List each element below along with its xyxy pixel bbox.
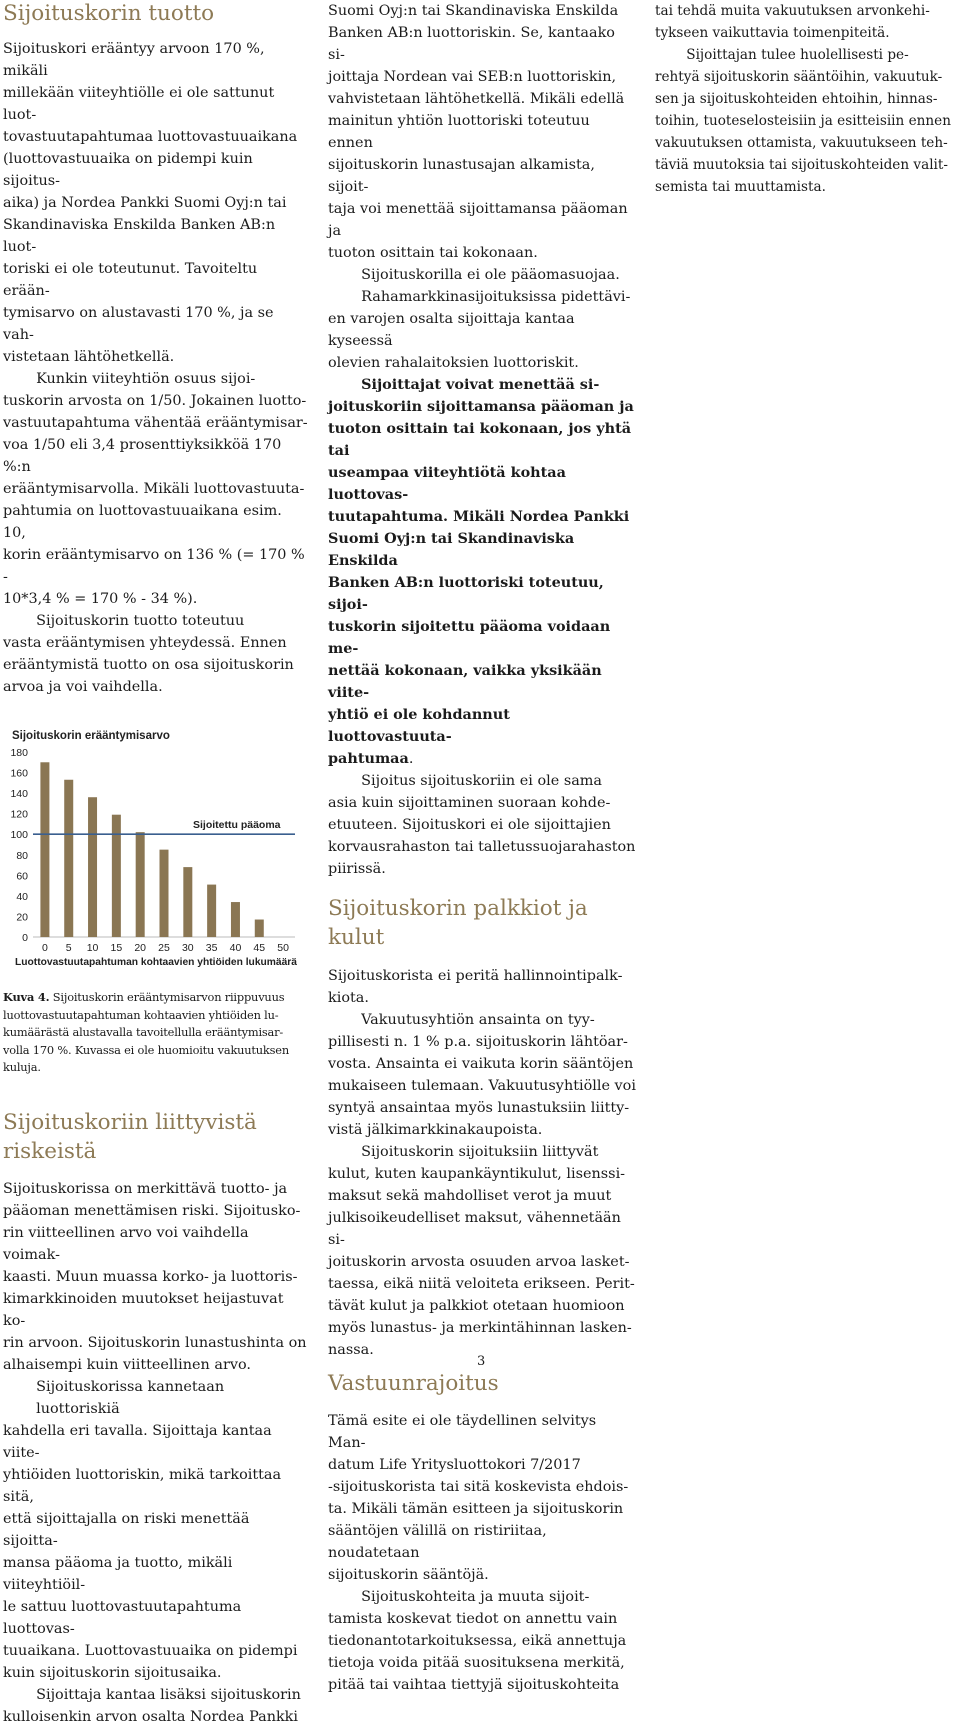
text-line-content: kahdella eri tavalla. Sijoittaja kantaa viite- — [3, 1422, 272, 1461]
text-line — [328, 462, 636, 506]
text-line — [328, 308, 636, 352]
text-line-content: etuuteen. Sijoituskori ei ole sijoittajien — [328, 817, 611, 833]
text-line-content: ta. Mikäli tämän esitteen ja sijoituskorin — [328, 1501, 624, 1517]
text-line — [328, 1630, 636, 1652]
text-line-content: sijoituskorin lunastusajan alkamista, sijoit- — [328, 157, 595, 195]
text-line-content: Sijoituskorissa kannetaan luottoriskiä — [36, 1378, 225, 1417]
text-line — [3, 368, 308, 390]
text-line-content: Skandinaviska Enskilda Banken AB:n luot- — [3, 217, 276, 255]
text-line-content: pahtumaa — [328, 750, 409, 767]
text-line-content: tai tehdä muita vakuutuksen arvonkehi- — [655, 3, 930, 19]
text-line — [3, 588, 308, 610]
text-line-content: Kunkin viiteyhtiön osuus sijoi- — [36, 371, 256, 387]
text-line-content: Sijoituskorissa on merkittävä tuotto- ja — [3, 1180, 288, 1197]
text-line-content: vistä jälkimarkkinakaupoista. — [328, 1122, 543, 1138]
text-line — [3, 38, 308, 82]
text-line — [3, 1178, 308, 1200]
text-line — [328, 1317, 636, 1339]
text-line — [328, 396, 636, 418]
text-line — [328, 88, 636, 110]
y-tick-label: 160 — [10, 767, 28, 780]
text-line — [3, 632, 308, 654]
text-line-content: tovastuutapahtumaa luottovastuuaikana — [3, 129, 298, 145]
text-line-content: että sijoittajalla on riski menettää sijoitta- — [3, 1510, 250, 1549]
text-line — [328, 1119, 636, 1141]
text-line — [3, 1288, 308, 1332]
text-line — [3, 390, 308, 412]
text-line — [328, 1185, 636, 1207]
heading-palkkiot-ja-kulut: Sijoituskorin palkkiot ja kulut — [328, 896, 588, 950]
x-tick-label: 30 — [181, 942, 194, 954]
paragraph — [328, 1141, 636, 1361]
y-tick-label: 60 — [16, 870, 28, 883]
text-line — [328, 1163, 636, 1185]
text-line — [328, 110, 636, 154]
text-line-content: joituskorin arvosta osuuden arvoa lasket- — [328, 1254, 630, 1270]
text-line-content: tuoton osittain tai kokonaan, jos yhtä tai — [328, 420, 632, 459]
text-line — [328, 616, 636, 660]
text-line — [3, 610, 308, 632]
text-line-content: sen ja sijoituskohteiden ehtoihin, hinnas- — [655, 91, 938, 107]
heading-line: Sijoituskoriin liittyvistä — [3, 1109, 257, 1135]
text-line-content: tymisarvo on alustavasti 170 %, ja se vah- — [3, 305, 274, 343]
text-line-content: joittaja Nordean vai SEB:n luottoriskin, — [328, 69, 617, 85]
text-line-content: tamista koskevat tiedot on annettu vain — [328, 1611, 618, 1627]
text-line — [328, 528, 636, 572]
text-line-content: tävät kulut ja palkkiot otetaan huomioon — [328, 1298, 625, 1314]
bar — [112, 815, 121, 937]
heading-sijoituskorin-tuotto: Sijoituskorin tuotto — [3, 1, 215, 26]
bar — [207, 885, 216, 937]
x-tick-label: 50 — [277, 942, 289, 954]
text-line — [328, 22, 636, 66]
figure-caption — [3, 989, 308, 1077]
text-line-content: tuskorin arvosta on 1/50. Jokainen luotto- — [3, 393, 307, 409]
text-line — [328, 836, 636, 858]
text-line-content: sijoituskorin sääntöjä. — [328, 1567, 489, 1583]
text-line — [328, 965, 636, 987]
text-line-content: pahtumia on luottovastuuaikana esim. 10, — [3, 503, 282, 541]
text-line-content: Sijoitus sijoituskoriin ei ole sama — [361, 773, 603, 789]
caption-line: luottovastuutapahtuman kohtaavien yhtiöiden lu- — [3, 1007, 279, 1022]
x-tick-label: 5 — [65, 942, 72, 954]
text-line — [3, 1332, 308, 1354]
text-line — [328, 1075, 636, 1097]
text-line — [328, 1586, 636, 1608]
text-line — [3, 192, 308, 214]
text-line — [328, 987, 636, 1009]
text-line-content: 10*3,4 % = 170 % - 34 %). — [3, 591, 198, 607]
text-line — [328, 1608, 636, 1630]
text-line — [3, 1684, 308, 1706]
text-line-content: yhtiöiden luottoriskin, mikä tarkoittaa sitä, — [3, 1466, 282, 1505]
text-line — [328, 748, 636, 770]
text-line — [3, 544, 308, 588]
text-line-content: rin viitteellinen arvo voi vaihdella voimak- — [3, 1224, 249, 1263]
text-line — [328, 1674, 636, 1696]
text-line-content: nettää kokonaan, vaikka yksikään viite- — [328, 662, 602, 701]
text-line-content: erääntymisarvolla. Mikäli luottovastuuta- — [3, 481, 305, 497]
text-line — [328, 0, 636, 22]
text-line — [3, 1354, 308, 1376]
text-line-content: kuin sijoituskorin sijoitusaika. — [3, 1664, 222, 1681]
text-line-content: le sattuu luottovastuutapahtuma luottovas- — [3, 1598, 242, 1637]
text-line — [328, 1454, 636, 1476]
text-line-content: Sijoituskorin sijoituksiin liittyvät — [361, 1144, 599, 1160]
text-line — [3, 258, 308, 302]
text-line — [328, 660, 636, 704]
text-line — [655, 66, 960, 88]
caption-line: kuluja. — [3, 1060, 41, 1074]
bar-chart — [3, 725, 303, 970]
text-line-content: vakuutuksen ottamista, vakuutukseen teh- — [655, 135, 948, 151]
page-number: 3 — [477, 1354, 486, 1369]
text-line — [328, 264, 636, 286]
bar — [183, 867, 192, 937]
paragraph — [3, 610, 308, 698]
caption-line: volla 170 %. Kuvassa ei ole huomioitu vakuutuksen — [3, 1042, 289, 1057]
text-line-content: maksut sekä mahdolliset verot ja muut — [328, 1188, 612, 1204]
text-line-content: datum Life Yritysluottokori 7/2017 — [328, 1457, 581, 1473]
text-line-content: yhtiö ei ole kohdannut luottovastuuta- — [328, 706, 510, 745]
chart-title: Sijoituskorin erääntymisarvo — [12, 730, 170, 742]
text-line-content: nassa. — [328, 1342, 374, 1358]
text-line-content: taessa, eikä niitä veloiteta erikseen. Perit- — [328, 1276, 635, 1292]
text-line — [328, 198, 636, 242]
text-line-content: tuoton osittain tai kokonaan. — [328, 245, 538, 261]
text-line-content: aika) ja Nordea Pankki Suomi Oyj:n tai — [3, 195, 287, 211]
text-line — [3, 1464, 308, 1508]
text-line-content: pääoman menettämisen riski. Sijoitusko- — [3, 1202, 301, 1219]
text-line-content: Sijoituskorin tuotto toteutuu — [36, 613, 245, 629]
text-line-content: Sijoittaja kantaa lisäksi sijoituskorin — [36, 1686, 301, 1703]
reference-line-label: Sijoitettu pääoma — [193, 819, 281, 832]
text-line — [328, 792, 636, 814]
x-axis-title: Luottovastuutapahtuman kohtaavien yhtiöiden lukumäärä — [15, 956, 298, 968]
text-line-content: Sijoituskohteita ja muuta sijoit- — [361, 1589, 590, 1605]
text-line — [328, 418, 636, 462]
paragraph — [3, 1684, 308, 1728]
text-line-content: arvoa ja voi vaihdella. — [3, 679, 163, 695]
text-line-content: millekään viiteyhtiölle ei ole sattunut luot- — [3, 85, 275, 123]
text-line-content: semista tai muuttamista. — [655, 179, 826, 195]
text-line — [3, 412, 308, 434]
text-line — [3, 148, 308, 192]
text-line — [328, 1410, 636, 1454]
text-line — [655, 0, 960, 22]
column-3 — [655, 0, 960, 198]
paragraph — [328, 0, 636, 264]
paragraph — [3, 1376, 308, 1684]
text-line — [655, 110, 960, 132]
heading-line: riskeistä — [3, 1138, 97, 1164]
text-line — [328, 1295, 636, 1317]
text-line — [655, 44, 960, 66]
y-tick-label: 140 — [10, 788, 28, 801]
bar — [136, 832, 145, 937]
text-line — [328, 374, 636, 396]
bar — [40, 762, 49, 937]
text-line-content: asia kuin sijoittaminen suoraan kohde- — [328, 795, 611, 811]
text-line-content: Sijoituskori erääntyy arvoon 170 %, mikäli — [3, 41, 265, 79]
y-tick-label: 80 — [16, 849, 28, 862]
text-line-content: kulloisenkin arvon osalta Nordea Pankki — [3, 1708, 299, 1725]
text-line — [3, 1266, 308, 1288]
text-line-content: kimarkkinoiden muutokset heijastuvat ko- — [3, 1290, 284, 1329]
text-line-content: sääntöjen välillä on ristiriitaa, noudatetaan — [328, 1523, 547, 1561]
bar — [231, 902, 240, 937]
text-line — [328, 1031, 636, 1053]
bar — [88, 797, 97, 937]
paragraph — [328, 770, 636, 880]
text-line-content: Tämä esite ei ole täydellinen selvitys Man- — [328, 1413, 597, 1451]
x-tick-label: 40 — [229, 942, 242, 954]
text-line — [328, 770, 636, 792]
bold-warning-paragraph — [328, 374, 636, 770]
y-tick-label: 120 — [10, 808, 28, 821]
text-line — [328, 1652, 636, 1674]
paragraph — [3, 38, 308, 368]
paragraph — [328, 264, 636, 286]
text-line-content: rehtyä sijoituskorin sääntöihin, vakuutuk- — [655, 69, 943, 85]
x-tick-label: 45 — [253, 942, 266, 954]
y-tick-label: 180 — [10, 747, 28, 759]
x-tick-label: 0 — [41, 942, 48, 954]
text-line — [328, 242, 636, 264]
text-line — [3, 346, 308, 368]
text-line — [3, 302, 308, 346]
column-2 — [328, 0, 636, 1696]
text-line-content: Sijoituskorista ei peritä hallinnointipalk- — [328, 968, 623, 984]
bar — [255, 920, 264, 937]
text-line-content: rin arvoon. Sijoituskorin lunastushinta on — [3, 1334, 307, 1351]
text-line-content: en varojen osalta sijoittaja kantaa kyseessä — [328, 311, 575, 349]
text-line-content: korvausrahaston tai talletussuojarahaston — [328, 839, 636, 855]
text-line-content: tuuaikana. Luottovastuuaika on pidempi — [3, 1642, 298, 1659]
text-line-content: erääntymistä tuotto on osa sijoituskorin — [3, 657, 294, 673]
text-line — [3, 434, 308, 478]
text-line-content: vistetaan lähtöhetkellä. — [3, 349, 175, 365]
text-line — [655, 132, 960, 154]
text-line-content: syntyä ansaintaa myös lunastuksiin liitty- — [328, 1100, 630, 1116]
column-1 — [3, 0, 308, 1728]
text-line — [328, 858, 636, 880]
x-tick-label: 25 — [158, 942, 170, 954]
x-tick-label: 20 — [134, 942, 147, 954]
text-line — [328, 286, 636, 308]
text-line-content: Sijoittajan tulee huolellisesti pe- — [686, 47, 909, 63]
text-line-content: julkisoikeudelliset maksut, vähennetään si- — [328, 1210, 621, 1248]
text-line-content: taja voi menettää sijoittamansa pääoman ja — [328, 201, 628, 239]
text-line-content: kiota. — [328, 990, 369, 1006]
text-line — [328, 1520, 636, 1564]
paragraph — [655, 44, 960, 198]
text-line-content: toriski ei ole toteutunut. Tavoiteltu erään- — [3, 261, 258, 299]
text-line — [328, 154, 636, 198]
text-line-content: tiedonantotarkoituksessa, eikä annettuja — [328, 1633, 627, 1649]
text-line — [3, 82, 308, 126]
text-line-content: Rahamarkkinasijoituksissa pidettävi- — [361, 289, 631, 305]
caption-line: Sijoituskorin erääntymisarvon riippuvuus — [49, 990, 285, 1004]
text-line — [655, 176, 960, 198]
text-line — [328, 814, 636, 836]
text-line — [3, 214, 308, 258]
paragraph — [328, 1586, 636, 1696]
text-line — [328, 1564, 636, 1586]
text-line — [328, 1273, 636, 1295]
text-line — [3, 1508, 308, 1552]
text-line-content: olevien rahalaitoksien luottoriskit. — [328, 355, 579, 371]
text-line — [3, 1662, 308, 1684]
text-line — [328, 1476, 636, 1498]
text-line — [3, 1222, 308, 1266]
paragraph — [655, 0, 960, 44]
text-line — [3, 676, 308, 698]
text-line-content: piirissä. — [328, 861, 386, 877]
text-line — [655, 154, 960, 176]
y-tick-label: 20 — [16, 911, 28, 924]
text-line — [328, 1097, 636, 1119]
y-tick-label: 0 — [22, 932, 28, 944]
paragraph — [328, 286, 636, 374]
text-line — [328, 1053, 636, 1075]
text-line — [3, 1200, 308, 1222]
text-line-content: toihin, tuoteselosteisiin ja esitteisiin ennen — [655, 113, 951, 129]
caption-label: Kuva 4. — [3, 990, 50, 1004]
text-line — [328, 704, 636, 748]
text-line-content: vastuutapahtuma vähentää erääntymisar- — [3, 415, 308, 431]
text-line — [3, 1376, 308, 1420]
text-line-tail: . — [408, 751, 414, 767]
text-line-content: vosta. Ansainta ei vaikuta korin sääntöjen — [328, 1056, 634, 1072]
text-line — [3, 478, 308, 500]
text-line — [3, 1640, 308, 1662]
text-line-content: tietoja voida pitää suosituksena merkitä, — [328, 1655, 625, 1671]
paragraph — [328, 965, 636, 1009]
text-line-content: mainitun yhtiön luottoriski toteutuu ennen — [328, 113, 590, 151]
heading-vastuunrajoitus: Vastuunrajoitus — [328, 1371, 499, 1396]
text-line — [328, 1009, 636, 1031]
text-line — [3, 1706, 308, 1728]
text-line — [328, 1207, 636, 1251]
text-line-content: vasta erääntymisen yhteydessä. Ennen — [3, 635, 287, 651]
paragraph — [3, 1178, 308, 1376]
text-line-content: (luottovastuuaika on pidempi kuin sijoitus- — [3, 151, 253, 189]
text-line-content: tuskorin sijoitettu pääoma voidaan me- — [328, 618, 611, 657]
text-line-content: tykseen vaikuttavia toimenpiteitä. — [655, 25, 890, 41]
text-line — [328, 572, 636, 616]
text-line-content: Banken AB:n luottoriski toteutuu, sijoi- — [328, 574, 604, 613]
text-line-content: Sijoittajat voivat menettää si- — [361, 376, 600, 393]
text-line-content: täviä muutoksia tai sijoituskohteiden valit- — [655, 157, 948, 173]
text-line-content: Sijoituskorilla ei ole pääomasuojaa. — [361, 267, 620, 283]
text-line — [328, 1498, 636, 1520]
text-line — [655, 88, 960, 110]
text-line-content: Banken AB:n luottoriskin. Se, kantaako si- — [328, 25, 615, 63]
text-line-content: Suomi Oyj:n tai Skandinaviska Enskilda — [328, 530, 575, 569]
text-line — [328, 352, 636, 374]
y-tick-label: 100 — [10, 829, 28, 842]
text-line-content: tuutapahtuma. Mikäli Nordea Pankki — [328, 508, 630, 525]
text-line — [3, 500, 308, 544]
text-line-content: mansa pääoma ja tuotto, mikäli viiteyhtiöil- — [3, 1554, 233, 1593]
text-line-content: korin erääntymisarvo on 136 % (= 170 % - — [3, 547, 305, 585]
heading-riskit — [3, 1108, 308, 1166]
text-line-content: kaasti. Muun muassa korko- ja luottoris- — [3, 1268, 298, 1285]
text-line — [3, 1420, 308, 1464]
text-line — [3, 1596, 308, 1640]
text-line-content: -sijoituskorista tai sitä koskevista ehdois- — [328, 1479, 629, 1495]
text-line-content: joituskoriin sijoittamansa pääoman ja — [328, 398, 634, 415]
bar — [64, 780, 73, 937]
text-line-content: kulut, kuten kaupankäyntikulut, lisenssi- — [328, 1166, 626, 1182]
caption-line: kumäärästä alustavalla tavoitellulla erääntymisar- — [3, 1025, 284, 1039]
paragraph — [328, 1009, 636, 1141]
text-line — [3, 1552, 308, 1596]
text-line-content: voa 1/50 eli 3,4 prosenttiyksikköä 170 %:n — [3, 437, 282, 475]
chart-sijoituskorin-eraantymisarvo — [3, 725, 303, 970]
text-line — [3, 654, 308, 676]
text-line-content: useampaa viiteyhtiötä kohtaa luottovas- — [328, 464, 566, 503]
text-line-content: pitää tai vaihtaa tiettyjä sijoituskohteita — [328, 1677, 620, 1693]
text-line-content: mukaiseen tulemaan. Vakuutusyhtiölle voi — [328, 1078, 636, 1094]
paragraph — [328, 1410, 636, 1586]
text-line-content: Suomi Oyj:n tai Skandinaviska Enskilda — [328, 3, 619, 19]
text-line-content: vahvistetaan lähtöhetkellä. Mikäli edellä — [328, 91, 625, 107]
paragraph — [3, 368, 308, 610]
text-line — [328, 1141, 636, 1163]
text-line-content: myös lunastus- ja merkintähinnan lasken- — [328, 1320, 632, 1336]
text-line — [3, 126, 308, 148]
y-tick-label: 40 — [16, 890, 28, 903]
text-line — [655, 22, 960, 44]
x-tick-label: 10 — [86, 942, 99, 954]
text-line-content: alhaisempi kuin viitteellinen arvo. — [3, 1356, 251, 1373]
text-line-content: pillisesti n. 1 % p.a. sijoituskorin lähtöar- — [328, 1034, 628, 1050]
x-tick-label: 35 — [205, 942, 218, 954]
text-line-content: Vakuutusyhtiön ansainta on tyy- — [361, 1012, 595, 1028]
text-line — [328, 1251, 636, 1273]
x-tick-label: 15 — [110, 942, 123, 954]
bar — [160, 850, 169, 937]
text-line — [328, 506, 636, 528]
text-line — [328, 66, 636, 88]
